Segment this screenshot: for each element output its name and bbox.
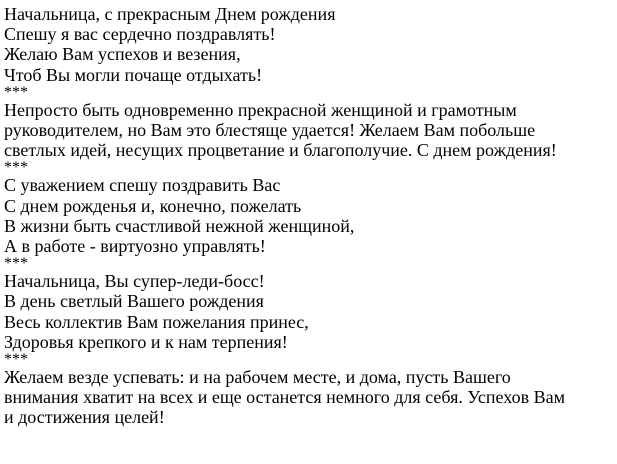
poem-block-3 [4, 271, 617, 352]
text-line: Чтоб Вы могли почаще отдыхать! [4, 64, 263, 85]
text-line: Здоровья крепкого и к нам терпения! [4, 331, 288, 352]
separator: *** [4, 255, 28, 273]
text-line: Спешу я вас сердечно поздравлять! [4, 24, 276, 45]
text-line: Непросто быть одновременно прекрасной женщиной и грамотным [4, 99, 517, 120]
text-line: А в работе - виртуозно управлять! [4, 236, 266, 257]
text-line: Начальница, Вы супер-леди-босс! [4, 271, 265, 292]
text-line: С днем рожденья и, конечно, пожелать [4, 195, 302, 216]
separator: *** [4, 159, 28, 177]
text-line: светлых идей, несущих процветание и благополучие. С днем рождения! [4, 140, 557, 161]
text-line: В жизни быть счастливой нежной женщиной, [4, 215, 355, 236]
text-line: С уважением спешу поздравить Вас [4, 175, 281, 196]
prose-block-1 [4, 100, 617, 161]
poem-block-1 [4, 4, 617, 85]
prose-block-2 [4, 367, 617, 428]
separator: *** [4, 351, 28, 369]
text-line: Желаем везде успевать: и на рабочем месте, и дома, пусть Вашего [4, 367, 511, 388]
poem-block-2 [4, 175, 617, 256]
text-line: Начальница, с прекрасным Днем рождения [4, 4, 336, 24]
text-line: Желаю Вам успехов и везения, [4, 44, 241, 65]
text-line: внимания хватит на всех и еще останется немного для себя. Успехов Вам [4, 387, 565, 408]
text-line: и достижения целей! [4, 407, 165, 428]
separator: *** [4, 83, 28, 101]
text-line: руководителем, но Вам это блестяще удается! Желаем Вам побольше [4, 120, 536, 141]
text-line: Весь коллектив Вам пожелания принес, [4, 311, 309, 332]
text-line: В день светлый Вашего рождения [4, 291, 264, 312]
